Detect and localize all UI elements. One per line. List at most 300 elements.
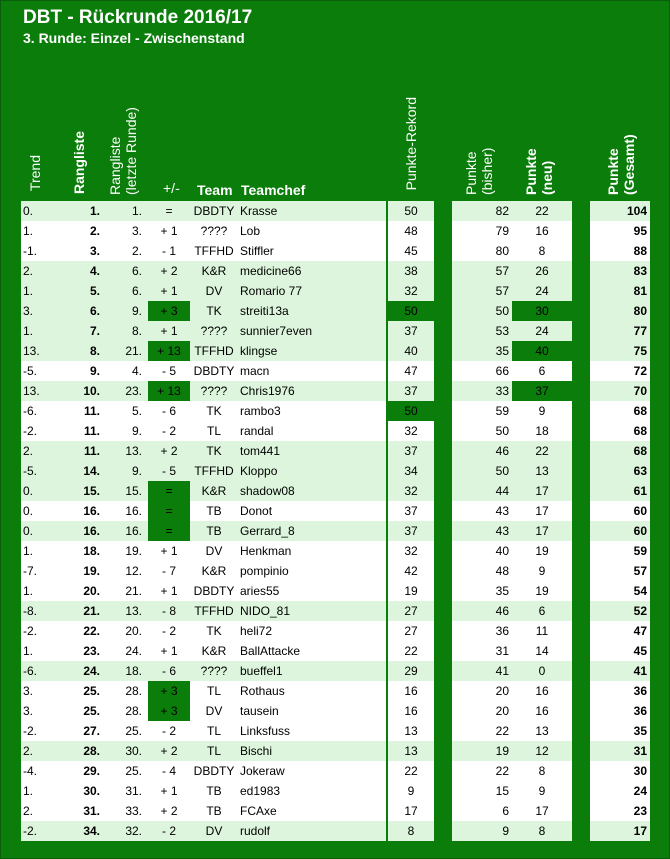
cell-last: 23. <box>125 384 142 398</box>
cell-rank: 11. <box>83 444 100 458</box>
header-punkte-gesamt <box>605 129 637 195</box>
cell-rank: 27. <box>83 724 100 738</box>
cell-chef: sunnier7even <box>240 324 313 338</box>
cell-chef: Bischi <box>240 744 273 758</box>
cell-bisher: 6 <box>502 804 509 818</box>
cell-trend: 2. <box>23 264 34 278</box>
cell-team: DV <box>205 824 223 838</box>
table-row <box>1 381 669 401</box>
cell-last: 4. <box>131 364 142 378</box>
cell-gesamt: 68 <box>633 404 647 418</box>
cell-chef: ed1983 <box>240 784 281 798</box>
cell-rekord: 17 <box>404 804 418 818</box>
cell-bisher: 35 <box>495 344 509 358</box>
cell-team: TL <box>206 684 221 698</box>
cell-neu: 30 <box>512 301 572 321</box>
cell-trend: 13. <box>23 384 40 398</box>
cell-team: TB <box>206 804 222 818</box>
cell-chef: Stiffler <box>240 244 274 258</box>
page-title: DBT - Rückrunde 2016/17 <box>23 7 253 28</box>
cell-last: 8. <box>131 324 142 338</box>
cell-last: 13. <box>125 604 142 618</box>
cell-team: DV <box>205 544 223 558</box>
cell-last: 20. <box>125 624 142 638</box>
cell-bisher: 57 <box>495 264 509 278</box>
cell-trend: -1. <box>23 244 38 258</box>
table-row <box>1 761 669 781</box>
cell-last: 6. <box>131 264 142 278</box>
cell-team: DBDTY <box>193 364 235 378</box>
cell-pm: + 1 <box>160 544 178 558</box>
cell-trend: 1. <box>23 224 34 238</box>
cell-last: 24. <box>125 644 142 658</box>
table-row <box>1 321 669 341</box>
cell-pm: + 13 <box>148 381 190 401</box>
cell-pm: - 1 <box>161 244 176 258</box>
cell-rank: 30. <box>83 784 100 798</box>
cell-last: 21. <box>125 584 142 598</box>
cell-rank: 3. <box>89 244 100 258</box>
cell-gesamt: 77 <box>633 324 647 338</box>
cell-last: 16. <box>125 504 142 518</box>
cell-trend: 2. <box>23 744 34 758</box>
table-row <box>1 541 669 561</box>
cell-trend: -2. <box>23 624 38 638</box>
cell-last: 19. <box>125 544 142 558</box>
cell-chef: BallAttacke <box>240 644 301 658</box>
cell-gesamt: 30 <box>633 764 647 778</box>
cell-rank: 5. <box>89 284 100 298</box>
cell-rank: 22. <box>83 624 100 638</box>
cell-rank: 24. <box>83 664 100 678</box>
cell-last: 28. <box>125 684 142 698</box>
cell-rank: 23. <box>83 644 100 658</box>
table-row <box>1 641 669 661</box>
table-row <box>1 701 669 721</box>
cell-bisher: 82 <box>495 204 509 218</box>
cell-last: 9. <box>131 464 142 478</box>
cell-last: 33. <box>125 804 142 818</box>
header-punkte-bisher-line2: (bisher) <box>479 147 495 195</box>
cell-rekord: 42 <box>404 564 418 578</box>
cell-pm: + 1 <box>160 224 178 238</box>
cell-bisher: 41 <box>495 664 509 678</box>
cell-gesamt: 72 <box>633 364 647 378</box>
cell-last: 28. <box>125 704 142 718</box>
cell-neu: 19 <box>535 544 549 558</box>
cell-team: TL <box>206 724 221 738</box>
cell-neu: 19 <box>535 584 549 598</box>
cell-chef: Lob <box>240 224 261 238</box>
cell-neu: 11 <box>535 624 549 638</box>
cell-rekord: 19 <box>404 584 418 598</box>
cell-trend: -6. <box>23 664 38 678</box>
cell-team: ???? <box>200 384 228 398</box>
cell-neu: 9 <box>538 404 546 418</box>
cell-team: K&R <box>201 264 227 278</box>
cell-last: 3. <box>131 224 142 238</box>
cell-rekord: 27 <box>404 624 418 638</box>
cell-bisher: 44 <box>495 484 509 498</box>
cell-chef: rambo3 <box>240 404 281 418</box>
cell-bisher: 35 <box>495 584 509 598</box>
cell-pm: + 1 <box>160 784 178 798</box>
header-punkte-bisher-line1: Punkte <box>463 151 479 195</box>
cell-bisher: 50 <box>495 424 509 438</box>
cell-chef: Chris1976 <box>240 384 295 398</box>
cell-rank: 16. <box>83 504 100 518</box>
cell-gesamt: 81 <box>633 284 647 298</box>
page-subtitle: 3. Runde: Einzel - Zwischenstand <box>23 30 245 46</box>
cell-chef: Gerrard_8 <box>240 524 295 538</box>
cell-rank: 6. <box>89 304 100 318</box>
cell-bisher: 57 <box>495 284 509 298</box>
header-teamchef: Teamchef <box>241 182 306 198</box>
table-row <box>1 501 669 521</box>
cell-bisher: 48 <box>495 564 509 578</box>
cell-chef: shadow08 <box>240 484 295 498</box>
cell-trend: -5. <box>23 464 38 478</box>
cell-team: ???? <box>200 324 228 338</box>
cell-bisher: 22 <box>495 724 509 738</box>
cell-neu: 9 <box>538 564 546 578</box>
cell-rank: 20. <box>83 584 100 598</box>
cell-neu: 6 <box>538 364 546 378</box>
cell-team: ???? <box>200 664 228 678</box>
cell-rekord: 32 <box>404 544 418 558</box>
cell-gesamt: 68 <box>633 424 647 438</box>
cell-rekord: 29 <box>404 664 418 678</box>
cell-team: TFFHD <box>194 244 234 258</box>
cell-gesamt: 61 <box>633 484 647 498</box>
cell-rekord: 50 <box>388 401 434 421</box>
cell-rank: 25. <box>83 684 100 698</box>
cell-chef: rudolf <box>240 824 271 838</box>
table-row <box>1 461 669 481</box>
cell-pm: - 2 <box>161 624 176 638</box>
cell-neu: 8 <box>538 824 546 838</box>
table-row <box>1 801 669 821</box>
cell-bisher: 59 <box>495 404 509 418</box>
cell-team: TL <box>206 744 221 758</box>
cell-trend: 1. <box>23 644 34 658</box>
cell-chef: NIDO_81 <box>240 604 291 618</box>
cell-chef: heli72 <box>240 624 273 638</box>
table-row <box>1 581 669 601</box>
cell-gesamt: 57 <box>633 564 647 578</box>
table-row <box>1 601 669 621</box>
cell-chef: Rothaus <box>240 684 285 698</box>
cell-chef: bueffel1 <box>240 664 283 678</box>
cell-rank: 14. <box>83 464 100 478</box>
cell-rekord: 37 <box>404 324 418 338</box>
table-row <box>1 661 669 681</box>
cell-trend: 13. <box>23 344 40 358</box>
cell-trend: 2. <box>23 804 34 818</box>
cell-rekord: 16 <box>404 704 418 718</box>
cell-team: DBDTY <box>193 764 235 778</box>
cell-bisher: 53 <box>495 324 509 338</box>
cell-team: TB <box>206 524 222 538</box>
cell-neu: 9 <box>538 784 546 798</box>
table-row <box>1 821 669 841</box>
cell-rank: 15. <box>83 484 100 498</box>
table-row <box>1 561 669 581</box>
cell-trend: 0. <box>23 504 34 518</box>
cell-last: 16. <box>125 524 142 538</box>
cell-pm: + 13 <box>148 341 190 361</box>
cell-rekord: 8 <box>407 824 415 838</box>
cell-trend: -5. <box>23 364 38 378</box>
cell-rank: 7. <box>89 324 100 338</box>
cell-trend: 0. <box>23 484 34 498</box>
cell-neu: 17 <box>535 804 549 818</box>
cell-chef: aries55 <box>240 584 280 598</box>
cell-last: 1. <box>131 204 142 218</box>
cell-rank: 9. <box>89 364 100 378</box>
cell-rank: 28. <box>83 744 100 758</box>
cell-chef: tom441 <box>240 444 281 458</box>
cell-rekord: 50 <box>388 301 434 321</box>
cell-gesamt: 70 <box>633 384 647 398</box>
cell-gesamt: 95 <box>633 224 647 238</box>
cell-rekord: 27 <box>404 604 418 618</box>
cell-rank: 29. <box>83 764 100 778</box>
cell-gesamt: 59 <box>633 544 647 558</box>
cell-gesamt: 24 <box>633 784 647 798</box>
cell-rank: 25. <box>83 704 100 718</box>
cell-gesamt: 80 <box>633 304 647 318</box>
cell-rank: 4. <box>89 264 100 278</box>
cell-chef: pompinio <box>240 564 289 578</box>
cell-chef: medicine66 <box>240 264 302 278</box>
cell-chef: FCAxe <box>240 804 277 818</box>
cell-trend: 1. <box>23 544 34 558</box>
cell-trend: -2. <box>23 824 38 838</box>
cell-gesamt: 75 <box>633 344 647 358</box>
cell-last: 9. <box>131 424 142 438</box>
cell-pm: - 2 <box>161 724 176 738</box>
cell-gesamt: 88 <box>633 244 647 258</box>
cell-neu: 26 <box>535 264 549 278</box>
cell-gesamt: 45 <box>633 644 647 658</box>
cell-rekord: 50 <box>404 204 418 218</box>
cell-gesamt: 47 <box>633 624 647 638</box>
cell-pm: + 1 <box>160 644 178 658</box>
cell-neu: 13 <box>535 464 549 478</box>
header-rangliste-letzte-line2: (letzte Runde) <box>123 107 139 195</box>
cell-chef: tausein <box>240 704 279 718</box>
cell-last: 18. <box>125 664 142 678</box>
cell-bisher: 46 <box>495 444 509 458</box>
cell-team: DV <box>205 704 223 718</box>
cell-pm: + 3 <box>148 701 190 721</box>
cell-neu: 17 <box>535 504 549 518</box>
cell-bisher: 9 <box>502 824 509 838</box>
cell-last: 15. <box>125 484 142 498</box>
cell-rank: 10. <box>83 384 100 398</box>
cell-rekord: 9 <box>407 784 415 798</box>
cell-trend: 1. <box>23 584 34 598</box>
cell-team: ???? <box>200 224 228 238</box>
cell-bisher: 33 <box>495 384 509 398</box>
cell-pm: = <box>165 204 173 218</box>
header-punkte-gesamt-line1: Punkte <box>605 148 621 195</box>
cell-team: DBDTY <box>193 204 235 218</box>
cell-pm: + 2 <box>160 264 178 278</box>
cell-neu: 22 <box>535 204 549 218</box>
cell-bisher: 66 <box>495 364 509 378</box>
cell-pm: + 3 <box>148 301 190 321</box>
table-row <box>1 721 669 741</box>
cell-bisher: 31 <box>495 644 509 658</box>
cell-rekord: 32 <box>404 284 418 298</box>
cell-rank: 2. <box>89 224 100 238</box>
cell-rank: 34. <box>83 824 100 838</box>
cell-gesamt: 52 <box>633 604 647 618</box>
table-row <box>1 421 669 441</box>
cell-pm: = <box>148 501 190 521</box>
table-row <box>1 741 669 761</box>
cell-gesamt: 17 <box>633 824 647 838</box>
cell-bisher: 80 <box>495 244 509 258</box>
table-row <box>1 401 669 421</box>
cell-chef: Donot <box>240 504 273 518</box>
cell-bisher: 19 <box>495 744 509 758</box>
cell-trend: 3. <box>23 684 34 698</box>
cell-gesamt: 68 <box>633 444 647 458</box>
cell-rekord: 45 <box>404 244 418 258</box>
cell-chef: streiti13a <box>240 304 289 318</box>
cell-neu: 6 <box>538 604 546 618</box>
cell-neu: 40 <box>512 341 572 361</box>
cell-neu: 16 <box>535 704 549 718</box>
table-row <box>1 241 669 261</box>
cell-gesamt: 63 <box>633 464 647 478</box>
cell-gesamt: 60 <box>633 524 647 538</box>
cell-trend: -2. <box>23 724 38 738</box>
cell-team: DBDTY <box>193 584 235 598</box>
cell-team: TB <box>206 784 222 798</box>
cell-bisher: 15 <box>495 784 509 798</box>
cell-rekord: 32 <box>404 424 418 438</box>
cell-neu: 0 <box>538 664 546 678</box>
table-row <box>1 281 669 301</box>
cell-chef: Kloppo <box>240 464 278 478</box>
table-row <box>1 481 669 501</box>
table-row <box>1 521 669 541</box>
cell-team: TL <box>206 424 221 438</box>
cell-last: 2. <box>131 244 142 258</box>
cell-last: 6. <box>131 284 142 298</box>
cell-bisher: 50 <box>495 304 509 318</box>
cell-pm: + 2 <box>160 744 178 758</box>
cell-gesamt: 41 <box>633 664 647 678</box>
cell-trend: -8. <box>23 604 38 618</box>
header-punkte-neu-line1: Punkte <box>523 148 539 195</box>
cell-chef: randal <box>240 424 274 438</box>
cell-team: DV <box>205 284 223 298</box>
cell-gesamt: 35 <box>633 724 647 738</box>
cell-rekord: 13 <box>404 724 418 738</box>
cell-pm: = <box>148 521 190 541</box>
cell-pm: + 3 <box>148 681 190 701</box>
cell-neu: 37 <box>512 381 572 401</box>
cell-pm: + 1 <box>160 324 178 338</box>
cell-pm: + 1 <box>160 584 178 598</box>
cell-team: TK <box>206 444 222 458</box>
cell-gesamt: 83 <box>633 264 647 278</box>
cell-bisher: 20 <box>495 704 509 718</box>
header-rangliste: Rangliste <box>71 131 87 195</box>
cell-neu: 17 <box>535 484 549 498</box>
table-row <box>1 441 669 461</box>
header-punkte-neu <box>523 149 555 195</box>
header-punkte-gesamt-line2: (Gesamt) <box>621 134 637 195</box>
header-plusminus: +/- <box>163 180 180 196</box>
cell-trend: -7. <box>23 564 38 578</box>
cell-pm: + 1 <box>160 284 178 298</box>
cell-trend: 0. <box>23 524 34 538</box>
cell-rank: 21. <box>83 604 100 618</box>
table-row <box>1 681 669 701</box>
cell-neu: 13 <box>535 724 549 738</box>
cell-pm: - 6 <box>161 404 176 418</box>
cell-neu: 24 <box>535 284 549 298</box>
cell-trend: -2. <box>23 424 38 438</box>
cell-last: 5. <box>131 404 142 418</box>
cell-rekord: 47 <box>404 364 418 378</box>
cell-rekord: 37 <box>404 504 418 518</box>
cell-bisher: 43 <box>495 524 509 538</box>
cell-team: TK <box>206 404 222 418</box>
cell-neu: 8 <box>538 244 546 258</box>
cell-gesamt: 36 <box>633 684 647 698</box>
table-row <box>1 781 669 801</box>
table-row <box>1 341 669 361</box>
cell-last: 32. <box>125 824 142 838</box>
cell-chef: Romario 77 <box>240 284 303 298</box>
cell-neu: 24 <box>535 324 549 338</box>
cell-trend: -6. <box>23 404 38 418</box>
table-row <box>1 301 669 321</box>
cell-pm: - 6 <box>161 664 176 678</box>
cell-rekord: 32 <box>404 484 418 498</box>
cell-rekord: 37 <box>404 524 418 538</box>
cell-trend: 1. <box>23 324 34 338</box>
cell-last: 25. <box>125 764 142 778</box>
cell-rank: 16. <box>83 524 100 538</box>
cell-neu: 16 <box>535 684 549 698</box>
cell-rekord: 37 <box>404 444 418 458</box>
cell-last: 12. <box>125 564 142 578</box>
cell-chef: Linksfuss <box>240 724 291 738</box>
cell-bisher: 50 <box>495 464 509 478</box>
cell-pm: + 2 <box>160 804 178 818</box>
table-row <box>1 201 669 221</box>
cell-bisher: 20 <box>495 684 509 698</box>
cell-last: 21. <box>125 344 142 358</box>
cell-bisher: 79 <box>495 224 509 238</box>
cell-rank: 8. <box>89 344 100 358</box>
cell-pm: - 2 <box>161 424 176 438</box>
cell-team: K&R <box>201 564 227 578</box>
cell-neu: 14 <box>535 644 549 658</box>
cell-pm: + 2 <box>160 444 178 458</box>
cell-rekord: 37 <box>404 384 418 398</box>
cell-bisher: 40 <box>495 544 509 558</box>
cell-rekord: 22 <box>404 644 418 658</box>
